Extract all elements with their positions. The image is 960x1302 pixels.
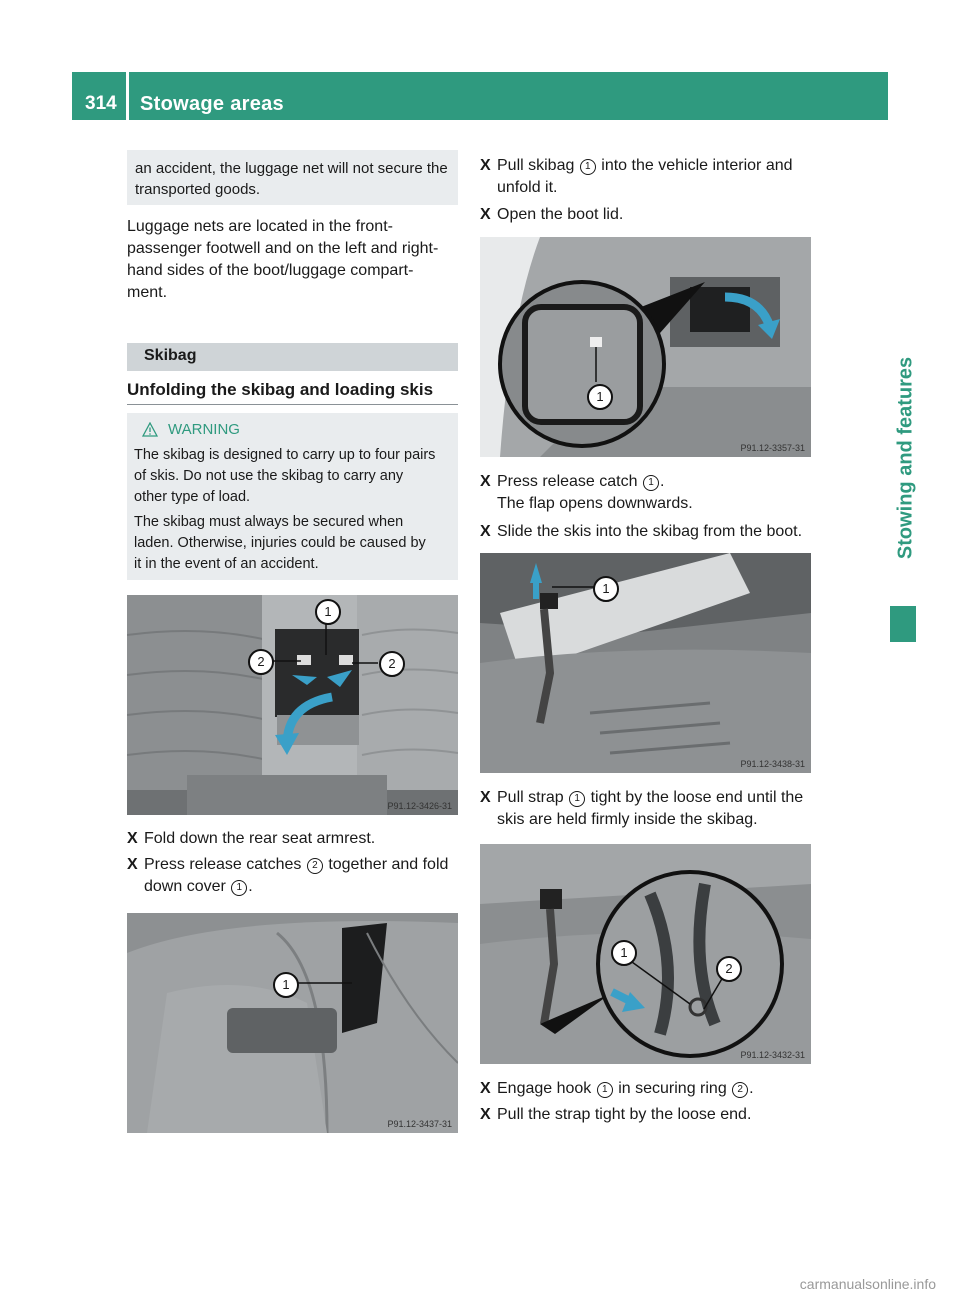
- side-tab-label: Stowing and features: [894, 356, 917, 560]
- step-open-boot: X Open the boot lid.: [480, 204, 832, 226]
- marker-1: 1: [597, 1082, 613, 1098]
- step-bullet: X: [127, 830, 138, 847]
- marker-1: 1: [569, 791, 585, 807]
- subheading-rule: [127, 404, 458, 405]
- marker-1: 1: [580, 159, 596, 175]
- figure-strap: [480, 553, 811, 773]
- callout-1: 1: [315, 599, 341, 625]
- callout-2: 2: [379, 651, 405, 677]
- callout-1: 1: [587, 384, 613, 410]
- watermark: carmanualsonline.info: [799, 1276, 936, 1292]
- callout-2: 2: [248, 649, 274, 675]
- armrest-illustration: [127, 595, 458, 815]
- figure-ref: P91.12-3432-31: [740, 1050, 805, 1060]
- figure-ref: P91.12-3357-31: [740, 443, 805, 453]
- marker-1: 1: [643, 475, 659, 491]
- step-bullet: X: [480, 473, 491, 490]
- section-band: [127, 343, 458, 371]
- boot-illustration: [480, 237, 811, 457]
- warning-line: other type of load.: [134, 489, 251, 505]
- warning-line: of skis. Do not use the skibag to carry any: [134, 468, 404, 484]
- skibag-interior-illustration: [127, 913, 458, 1133]
- warning-line: laden. Otherwise, injuries could be caused by: [134, 535, 426, 551]
- step-bullet: X: [480, 1106, 491, 1123]
- paragraph-line: hand sides of the boot/luggage compart-: [127, 262, 414, 279]
- callout-2: 2: [716, 956, 742, 982]
- marker-1: 1: [231, 880, 247, 896]
- step-pull-skibag: X Pull skibag 1 into the vehicle interior and unfold it.: [480, 157, 793, 196]
- warning-line: The skibag is designed to carry up to four pairs: [134, 447, 436, 463]
- warning-box: [127, 413, 458, 580]
- step-bullet: X: [480, 523, 491, 540]
- luggage-net-paragraph: [127, 216, 467, 304]
- step-bullet: X: [480, 206, 491, 223]
- step-press-catches: X Press release catches 2 together and fold down cover 1 .: [127, 856, 449, 895]
- subheading: Unfolding the skibag and loading skis: [127, 380, 434, 399]
- step-press-release-catch: X Press release catch 1 . The flap opens downwards.: [480, 473, 693, 512]
- step-pull-strap: X Pull strap 1 tight by the loose end until the skis are held firmly inside the skibag.: [480, 789, 804, 828]
- strap-illustration: [480, 553, 811, 773]
- warning-title: WARNING: [168, 421, 240, 438]
- header-divider: [126, 72, 129, 120]
- warning-line: it in the event of an accident.: [134, 556, 319, 572]
- callout-1: 1: [611, 940, 637, 966]
- step-bullet: X: [480, 157, 491, 174]
- hook-ring-illustration: [480, 844, 811, 1064]
- step-bullet: X: [480, 1080, 491, 1097]
- step-result: The flap opens downwards.: [497, 495, 693, 512]
- step-bullet: X: [127, 856, 138, 873]
- figure-ref: P91.12-3437-31: [387, 1119, 452, 1129]
- callout-1: 1: [273, 972, 299, 998]
- note-text: an accident, the luggage net will not secure the transported goods.: [135, 160, 448, 198]
- page-title: Stowage areas: [140, 93, 284, 115]
- side-tab-marker: [890, 606, 916, 642]
- step-pull-strap-tight: X Pull the strap tight by the loose end.: [480, 1104, 832, 1126]
- paragraph-line: Luggage nets are located in the front-: [127, 218, 393, 235]
- figure-armrest-cover: [127, 595, 458, 815]
- figure-ref: P91.12-3438-31: [740, 759, 805, 769]
- step-fold-armrest: X Fold down the rear seat armrest.: [127, 828, 479, 850]
- warning-line: The skibag must always be secured when: [134, 514, 404, 530]
- section-heading: Skibag: [144, 347, 197, 364]
- paragraph-line: passenger footwell and on the left and right-: [127, 240, 439, 257]
- figure-skibag-interior: [127, 913, 458, 1133]
- step-slide-skis: X Slide the skis into the skibag from the boot.: [480, 521, 832, 543]
- paragraph-line: ment.: [127, 284, 168, 301]
- marker-2: 2: [307, 858, 323, 874]
- note-box: [127, 150, 458, 205]
- figure-hook-ring: [480, 844, 811, 1064]
- figure-ref: P91.12-3426-31: [387, 801, 452, 811]
- figure-boot-release-catch: [480, 237, 811, 457]
- page-number: 314: [85, 93, 117, 114]
- step-engage-hook: X Engage hook 1 in securing ring 2 .: [480, 1078, 832, 1100]
- warning-icon: [142, 422, 158, 437]
- callout-1: 1: [593, 576, 619, 602]
- step-bullet: X: [480, 789, 491, 806]
- marker-2: 2: [732, 1082, 748, 1098]
